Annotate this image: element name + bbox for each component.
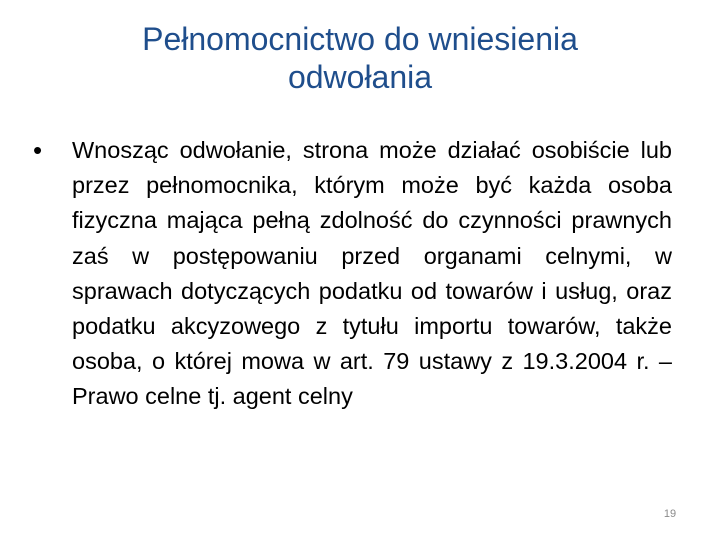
slide-title-line-2: odwołania bbox=[287, 59, 433, 95]
slide-title-line-1: Pełnomocnictwo do wniesienia bbox=[142, 21, 578, 57]
slide-title bbox=[60, 20, 660, 96]
bullet-item bbox=[33, 133, 673, 415]
page-number: 19 bbox=[663, 508, 677, 520]
bullet-dot-icon: • bbox=[33, 135, 43, 165]
bullet-text: Wnosząc odwołanie, strona może działać osobiście lub przez pełnomocnika, którym może być każda osoba fizyczna mająca pełną zdolność do czynności prawnych zaś w postępowaniu przed organami celnymi, w sprawach dotyczących podatku od towarów i usług, oraz podatku akcyzowego z tytułu importu towarów, także osoba, o której mowa w art. 79 ustawy z 19.3.2004 r. –Prawo celne tj. agent celny bbox=[72, 137, 672, 410]
